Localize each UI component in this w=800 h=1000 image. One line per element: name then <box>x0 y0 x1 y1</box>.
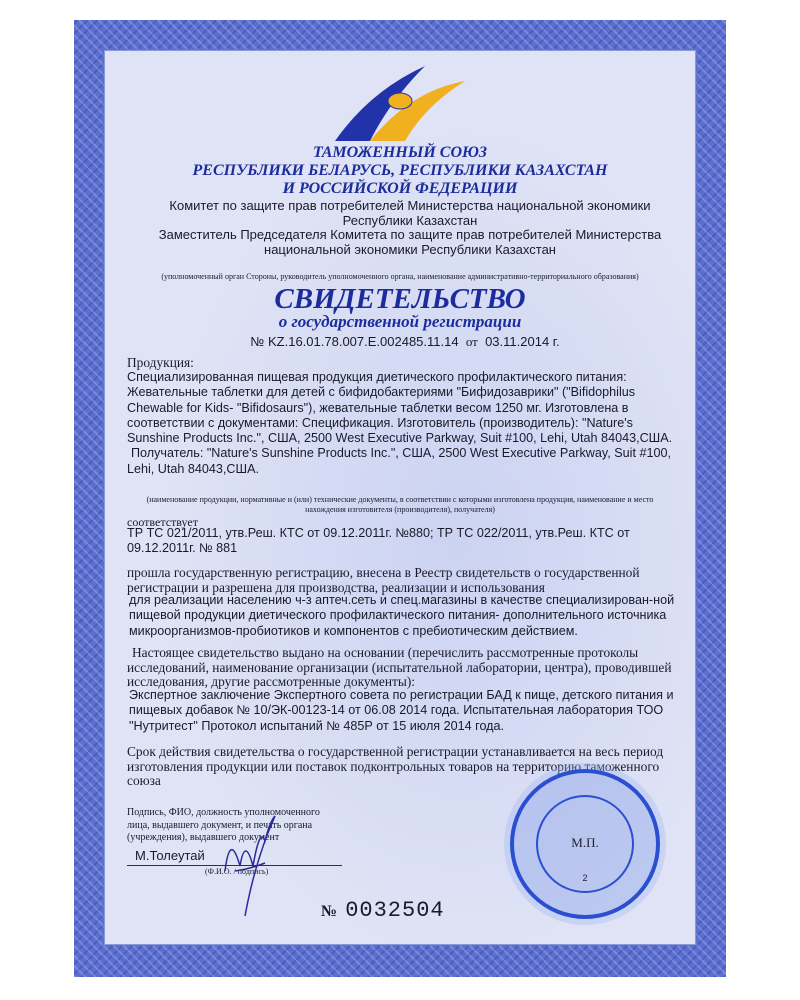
signature-caption: (Ф.И.О. / подпись) <box>205 867 269 876</box>
serial-value: 0032504 <box>345 898 445 923</box>
authority-head: Заместитель Председателя Комитета по защите прав потребителей Министерства национальной экономики Республики Казахстан <box>158 227 662 257</box>
product-recipient: Получатель: "Nature's Sunshine Products Inc.", США, 2500 West Executive Parkway, Suit #100, Lehi, Utah 84043,США. <box>127 446 671 476</box>
basis-text: Настоящее свидетельство выдано на основании (перечислить рассмотренные протоколы исследований, наименование организации (испытательной лаборатории, центра), проводившей исследования, другие рассмотренные документы): <box>127 645 672 689</box>
certificate-title: СВИДЕТЕЛЬСТВО <box>274 283 526 315</box>
conformity-standards: ТР ТС 021/2011, утв.Реш. КТС от 09.12.2011г. №880; ТР ТС 022/2011, утв.Реш. КТС от 09.12.2011г. № 881 <box>127 526 630 556</box>
serial-number <box>321 896 445 923</box>
union-title-3: И РОССИЙСКОЙ ФЕДЕРАЦИИ <box>282 180 518 197</box>
certificate-subtitle: о государственной регистрации <box>278 312 522 331</box>
certificate-date: 03.11.2014 г. <box>485 334 560 349</box>
signatory-name: М.Толеутай <box>135 848 205 863</box>
authority-caption: (уполномоченный орган Стороны, руководитель уполномоченного органа, наименование административно-территориального образования) <box>161 272 639 281</box>
certificate-page <box>104 50 696 945</box>
number-prefix: № <box>250 334 265 349</box>
date-prefix: от <box>465 334 478 349</box>
product-description: Специализированная пищевая продукция диетического профилактического питания: Жевательные таблетки для детей с бифидобактериями "Бифидозаврики" ("Bifidophilus Chewable for Kids- "Bifidosaurs"), жевательные таблетки весом 1250 мг. Изготовлена в соответствии с документами: Спецификация. Изготовитель (производитель): "Nature's Sunshine Products Inc.", США, 2500 West Executive Parkway, Suit #100, Lehi, Utah 84043,США. <box>127 370 673 446</box>
product-caption: (наименование продукции, нормативные и (или) технические документы, в соответствии с которыми изготовлена продукция, наименование и место нахождения изготовителя (производителя), получателя) <box>146 495 654 514</box>
product-label: Продукция: <box>127 355 194 370</box>
validity-text: Срок действия свидетельства о государственной регистрации устанавливается на весь период изготовления продукции или поставок подконтрольных товаров на территорию таможенного союза <box>127 744 664 788</box>
official-seal <box>510 769 660 919</box>
seal-mark: М.П. <box>571 835 599 850</box>
certificate-number: KZ.16.01.78.007.E.002485.11.14 <box>268 334 459 349</box>
union-title-2: РЕСПУБЛИКИ БЕЛАРУСЬ, РЕСПУБЛИКИ КАЗАХСТАН <box>192 162 608 179</box>
authority-name: Комитет по защите прав потребителей Министерства национальной экономики Республики Казахстан <box>169 198 651 228</box>
registration-text: прошла государственную регистрацию, внесена в Реестр свидетельств о государственной регистрации и разрешена для производства, реализации и использования <box>127 565 640 595</box>
serial-prefix: № <box>321 903 339 920</box>
handwritten-signature-icon <box>215 811 285 921</box>
registration-usage: для реализации населению ч-з аптеч.сеть и спец.магазины в качестве специализирован-ной пищевой продукции диетического профилактического питания- дополнительного источника микроорганизмов-пробиотиков и компонентов с пребиотическим действием. <box>129 593 675 638</box>
seal-number: 2 <box>582 873 588 883</box>
basis-documents: Экспертное заключение Экспертного совета по регистрации БАД к пище, детского питания и пищевых добавок № 10/ЭК-00123-14 от 06.08 2014 года. Испытательная лаборатория ТОО "Нутритест" Протокол испытаний № 485Р от 15 июля 2014 года. <box>129 688 674 733</box>
conformity-label: соответствует <box>127 515 198 529</box>
customs-union-logo-icon <box>330 61 470 146</box>
union-title-1: ТАМОЖЕННЫЙ СОЮЗ <box>312 144 488 161</box>
signature-label: Подпись, ФИО, должность уполномоченного лица, выдавшего документ, и печать органа (учреждения), выдавшего документ <box>127 807 320 843</box>
